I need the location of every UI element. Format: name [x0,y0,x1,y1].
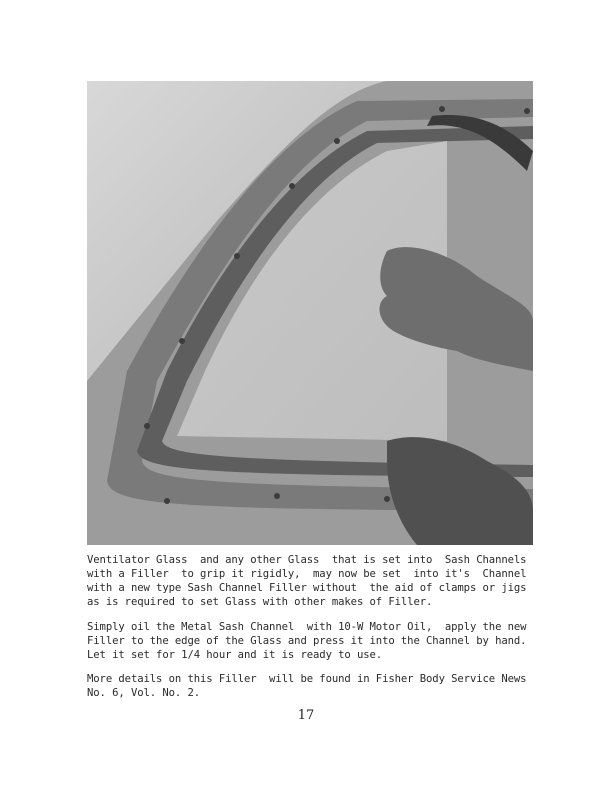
reference-paragraph [87,672,537,700]
instructions-paragraph [87,620,537,662]
text-line: as is required to set Glass with other makes of Filler. [87,596,433,608]
text-line: with a new type Sash Channel Filler without the aid of clamps or jigs [87,582,527,594]
caption-paragraph-1 [87,553,537,609]
text-line: Filler to the edge of the Glass and press it into the Channel by hand. [87,635,527,647]
page-number: 17 [297,708,315,723]
text-line: Simply oil the Metal Sash Channel with 10-W Motor Oil, apply the new [87,621,527,633]
text-line: More details on this Filler will be found in Fisher Body Service News [87,673,527,685]
text-line: No. 6, Vol. No. 2. [87,687,201,699]
text-line: with a Filler to grip it rigidly, may now be set into it's Channel [87,568,527,580]
ventilator-glass-photo [87,81,533,545]
text-line: Ventilator Glass and any other Glass that is set into Sash Channels [87,554,527,566]
text-line: Let it set for 1/4 hour and it is ready to use. [87,649,383,661]
